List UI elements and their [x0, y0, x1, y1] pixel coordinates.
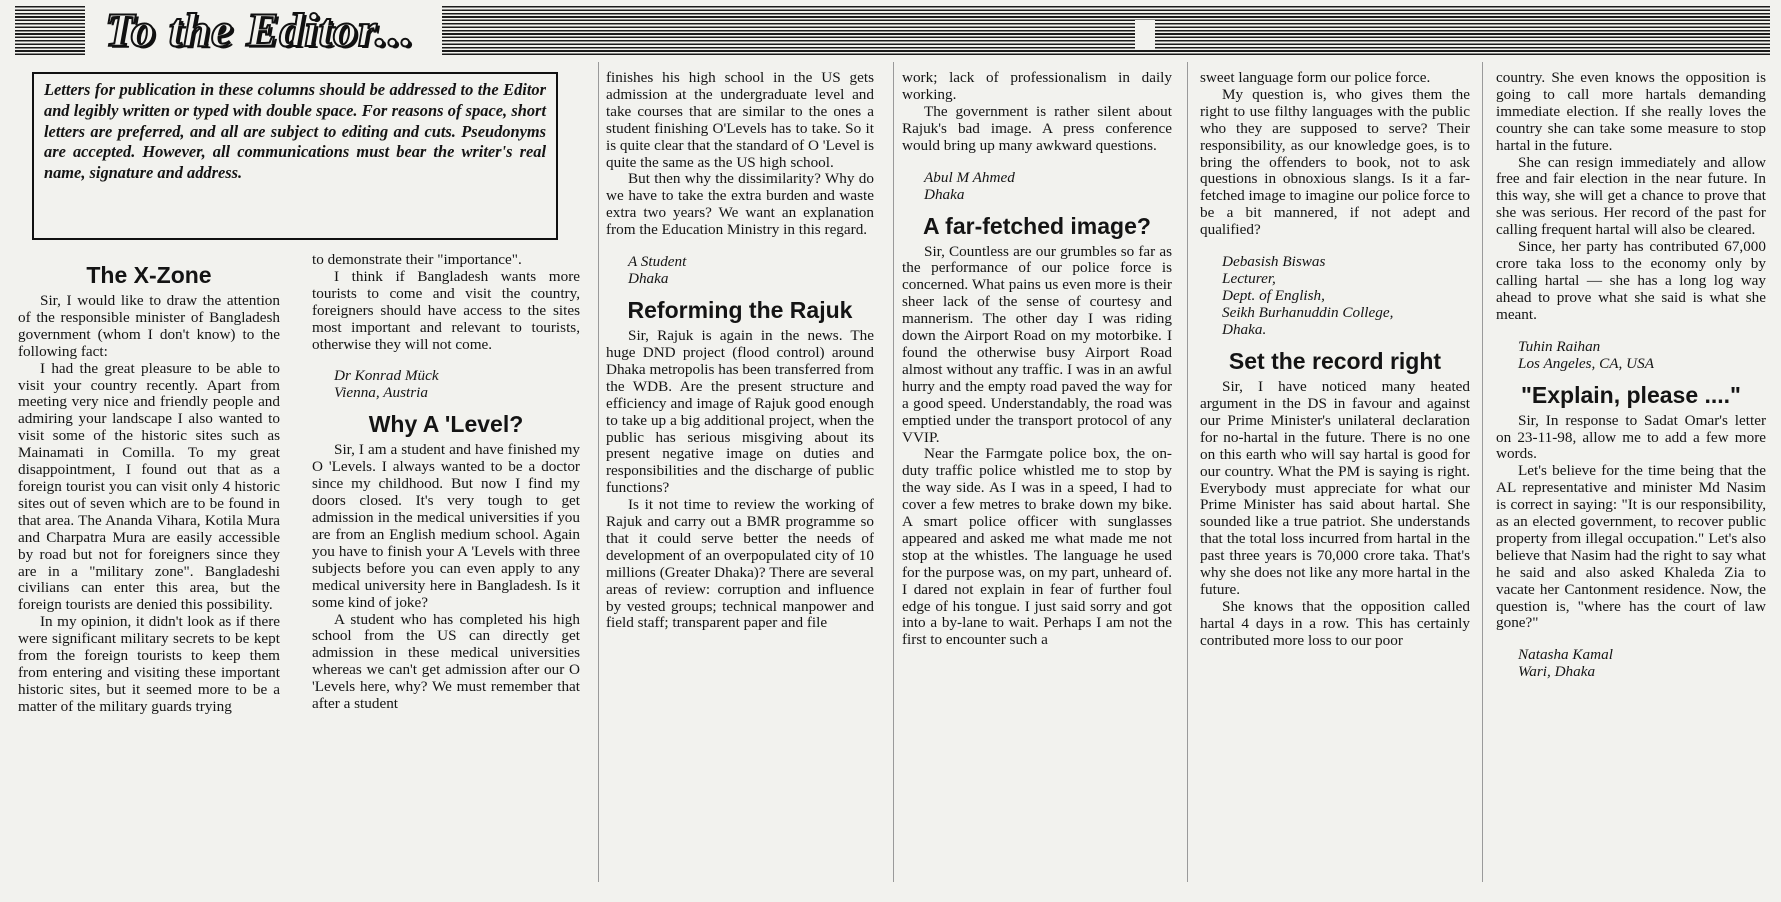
letter-paragraph: Sir, I have noticed many heated argument in the DS in favour and against our Prime Minister's unilateral declaration for no-hartal in the future. There is no one on this earth who will say hartal is good for our country. What the PM is saying is right. Everybody must appreciate for what our Prime Minister has said about hartal. She sounded like a true patriot. She understands that the total loss incurred from hartal in the past three years is 70,000 crore taka. That's why she does not like any more hartal in the future. — [1200, 378, 1470, 598]
submission-notice-box: Letters for publication in these columns should be addressed to the Editor and legibly written or typed with double space. For reasons of space, short letters are preferred, and all are subject to editing and cuts. Pseudonyms are accepted. However, all communications must bear the writer's real name, signature and address. — [32, 72, 558, 240]
column-rule — [893, 62, 894, 882]
letter-paragraph: My question is, who gives them the right to use filthy languages with the public who they are supposed to serve? Their responsibility, as our knowledge goes, is to bring the offenders to book, not to ask questions in obnoxious slangs. Is it a far-fetched image to imagine our police force to be a bit mannered, if not adept and qualified? — [1200, 85, 1470, 239]
letter-heading: Reforming the Rajuk — [627, 297, 853, 324]
signature-line: Wari, Dhaka — [1518, 663, 1596, 681]
letter-signature — [1200, 253, 1470, 338]
signature-line: Vienna, Austria — [334, 384, 428, 402]
letter-paragraph: Is it not time to review the working of Rajuk and carry out a BMR programme so that it could serve better the needs of development of an overpopulated city of 10 millions (Greater Dhaka)? There are several areas of review: corruption and influence by vested groups; technical manpower and field staff; transparent paper and file — [606, 496, 874, 632]
column-1 — [18, 252, 280, 862]
signature-line: Tuhin Raihan — [1518, 337, 1601, 355]
signature-line: Natasha Kamal — [1518, 646, 1613, 664]
letter-heading: "Explain, please ...." — [1521, 381, 1741, 408]
letter-heading: The X-Zone — [86, 262, 212, 288]
letter-paragraph: A student who has completed his high school from the US can directly get admission in these medical universities whereas we can't get admission after our O 'Levels here, why? We must remember that after a student — [312, 610, 580, 713]
letter-paragraph: Sir, I would like to draw the attention of the responsible minister of Bangladesh government (whom I don't know) to the following fact: — [18, 292, 280, 360]
letter-paragraph: work; lack of professionalism in daily working. — [902, 70, 1172, 103]
letter-paragraph: I think if Bangladesh wants more tourists to come and visit the country, foreigners should have access to the sites most important and relevant to tourists, otherwise they will not come. — [312, 267, 580, 353]
letter-paragraph: Sir, Rajuk is again in the news. The huge DND project (flood control) around Dhaka metropolis has been transferred from the WDB. Are the present structure and efficiency and image of Rajuk good enough to take up a big additional project, when the public has serious misgiving about its present negative image on duties and responsibilities and the discharge of public functions? — [606, 327, 874, 497]
column-rule — [1187, 62, 1188, 882]
signature-line: Dr Konrad Mück — [334, 367, 439, 385]
letter-signature — [1496, 338, 1766, 372]
signature-line: Dhaka — [924, 185, 965, 203]
letter-paragraph: Since, her party has contributed 67,000 crore taka loss to the economy only by calling hartal — she has a long log way ahead to prove what she said is what she meant. — [1496, 238, 1766, 323]
column-6 — [1496, 70, 1766, 870]
signature-line: Debasish Biswas — [1222, 253, 1326, 271]
letter-heading: Why A 'Level? — [368, 411, 524, 438]
page-title: To the Editor... — [85, 6, 442, 56]
letter-paragraph: I had the great pleasure to be able to visit your country recently. Apart from meeting very nice and friendly people and admiring your landscape I also wanted to visit some of the historic sites such as Mainamati in Comilla. To my great disappointment, I found out that as a foreign tourist you can visit only 4 historic sites out of seven which are to be found in that area. The Ananda Vihara, Kotila Mura and Charpatra Mura are easily accessible by road but not for foreigners since they are in a "military zone". Bangladeshi civilians can enter this area, but the foreign tourists are denied this possibility. — [18, 359, 280, 614]
letter-paragraph: She knows that the opposition called hartal 4 days in a row. This has certainly contributed more loss to our poor — [1200, 597, 1470, 649]
masthead-gap — [1135, 20, 1155, 50]
letter-paragraph: country. She even knows the opposition is going to call more hartals demanding immediate election. If she really loves the country she can take some measure to stop hartal in the future. — [1496, 70, 1766, 154]
column-rule — [1482, 62, 1483, 882]
signature-line: Dept. of English, — [1222, 287, 1325, 305]
letter-paragraph: Let's believe for the time being that the AL representative and minister Md Nasim is correct in saying: "It is our responsibility, as an elected government, to recover public property from illegal occupation." Let's also believe that Nasim had the right to say what he said and also asked Khaleda Zia to vacate her Cantonment residence. Now, the question is, "where has the court of law gone?" — [1496, 462, 1766, 632]
letter-signature — [606, 253, 874, 287]
column-rule — [598, 62, 599, 882]
signature-line: A Student — [628, 253, 687, 271]
letter-paragraph: Near the Farmgate police box, the on-duty traffic police whistled me to stop by the way side. As I was in a speed, I had to cover a few metres to brake down my bike. A smart police officer with sunglasses appeared and asked me what made me not stop at the whistles. The language he used for the purpose was, on my part, unheard of. I dared not explain in fear of further foul edge of his tongue. I just said sorry and got into a by-lane to wait. Perhaps I am not the first to encounter such a — [902, 445, 1172, 649]
signature-line: Lecturer, — [1222, 270, 1276, 288]
letter-paragraph: She can resign immediately and allow free and fair election in the near future. In this way, she will get a chance to prove that she was serious. Her record of the past for calling frequent hartal will also be cleared. — [1496, 153, 1766, 239]
masthead-rule-band — [15, 6, 1770, 56]
letter-paragraph: Sir, I am a student and have finished my O 'Levels. I always wanted to be a doctor since my childhood. But now I find my doors closed. It's very tough to get admission in the medical universities if you are from an English medium school. Again you have to finish your A 'Levels with three subjects before you can even apply to any medical university here in Bangladesh. Is it some kind of joke? — [312, 441, 580, 611]
letter-heading: A far-fetched image? — [923, 212, 1151, 239]
column-2 — [312, 252, 580, 862]
letter-paragraph: Sir, In response to Sadat Omar's letter on 23-11-98, allow me to add a few more words. — [1496, 411, 1766, 463]
signature-line: Dhaka. — [1222, 321, 1267, 339]
letter-paragraph: sweet language form our police force. — [1200, 70, 1431, 86]
column-4 — [902, 70, 1172, 870]
letter-paragraph: Sir, Countless are our grumbles so far as the performance of our police force is concerned. What pains us even more is their sheer lack of the sense of courtesy and mannerism. The other day I was riding down the Airport Road on my motorbike. I found the otherwise busy Airport Road almost without any traffic. I was in an awful hurry and the empty road paved the way for a good speed. Understandably, the road was emptied under the transport protocol of any VVIP. — [902, 242, 1172, 446]
letter-paragraph: to demonstrate their "importance". — [312, 252, 522, 268]
signature-line: Los Angeles, CA, USA — [1518, 354, 1654, 372]
signature-line: Seikh Burhanuddin College, — [1222, 304, 1394, 322]
signature-line: Abul M Ahmed — [924, 168, 1015, 186]
letter-paragraph: In my opinion, it didn't look as if there were significant military secrets to be kept from the foreign tourists to keep them from entering and visiting these important historic sites, but it seemed more to be a matter of the military guards trying — [18, 613, 280, 715]
letter-paragraph: The government is rather silent about Rajuk's bad image. A press conference would bring up many awkward questions. — [902, 102, 1172, 154]
column-5 — [1200, 70, 1470, 870]
letter-heading: Set the record right — [1228, 348, 1442, 375]
letter-paragraph: But then why the dissimilarity? Why do we have to take the extra burden and waste extra two years? We want an explanation from the Education Ministry in this regard. — [606, 170, 874, 239]
letter-paragraph: finishes his high school in the US gets admission at the undergraduate level and take courses that are similar to the ones a student finishing O'Levels has to take. So it is quite clear that the standard of O 'Level is quite the same as the US high school. — [606, 70, 874, 171]
column-3 — [606, 70, 874, 870]
signature-line: Dhaka — [628, 270, 669, 288]
letter-signature — [1496, 646, 1766, 680]
letter-signature — [902, 169, 1172, 203]
letter-signature — [312, 367, 580, 401]
